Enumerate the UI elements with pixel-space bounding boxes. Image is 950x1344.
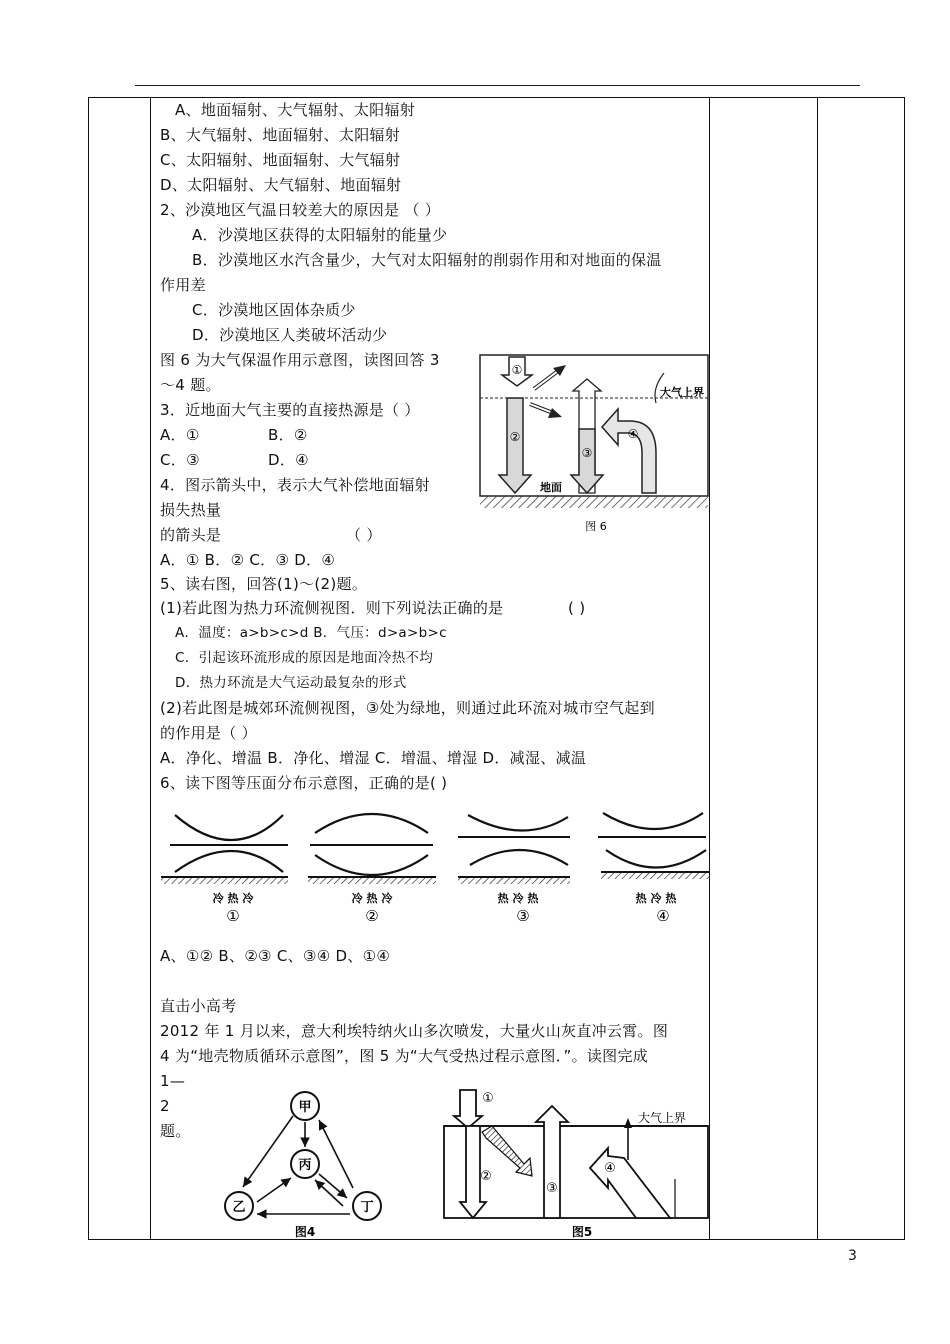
fig6-intro-cont: ～4 题。: [160, 376, 221, 394]
header-rule: [135, 85, 860, 86]
q4-answer-paren: （ ）: [346, 526, 382, 544]
fig5-top-boundary-label: 大气上界: [638, 1111, 687, 1125]
exam-intro-line5: 题。: [160, 1122, 191, 1140]
q5-part1-option-c: C．引起该环流形成的原因是地面冷热不均: [175, 650, 434, 666]
q6-isobar-diagram: [158, 805, 710, 930]
q4-options: A．① B．② C．③ D．④: [160, 551, 336, 569]
fig5-label-4: ④: [604, 1161, 616, 1176]
exam-title: 直击小高考: [160, 997, 237, 1015]
page-number: 3: [848, 1248, 857, 1264]
q4-stem-cont2: 的箭头是: [160, 526, 222, 544]
q6-panel-3: [458, 815, 570, 925]
q2-option-d: D．沙漠地区人类破坏活动少: [192, 326, 388, 344]
q6-panel-2: [308, 814, 436, 925]
q3-option-a: A．①: [160, 426, 200, 444]
q3-option-c: C．③: [160, 451, 200, 469]
q1-option-c: C、太阳辐射、地面辐射、大气辐射: [160, 151, 401, 169]
exam-intro-line1: 2012 年 1 月以来，意大利埃特纳火山多次喷发，大量火山灰直冲云霄。图: [160, 1022, 669, 1040]
fig4-rock-cycle-diagram: [215, 1090, 395, 1240]
exam-intro-line4: 2: [160, 1097, 170, 1115]
fig5-arrow-1: [454, 1090, 482, 1128]
q2-option-a: A．沙漠地区获得的太阳辐射的能量少: [192, 226, 448, 244]
q5-part2-stem: (2)若此图是城郊环流侧视图，③处为绿地，则通过此环流对城市空气起到: [160, 699, 655, 717]
fig4-caption: 图4: [294, 1225, 316, 1239]
fig6-arrow-3: [571, 429, 603, 493]
q5-part1-paren: ( ): [568, 599, 586, 617]
table-column-divider: [709, 97, 710, 1240]
q6-panel-1-label: 冷 热 冷: [212, 892, 254, 905]
exam-intro-line3: 1—: [160, 1072, 186, 1090]
q2-option-b: B．沙漠地区水汽含量少，大气对太阳辐射的削弱作用和对地面的保温: [192, 251, 662, 269]
q1-option-a: A、地面辐射、大气辐射、太阳辐射: [175, 101, 416, 119]
fig6-scatter-arrow: [548, 408, 562, 418]
fig6-label-4: ④: [627, 427, 639, 441]
q6-panel-1-number: ①: [226, 907, 240, 925]
q6-panel-2-number: ②: [365, 907, 379, 925]
fig5-label-2: ②: [480, 1169, 492, 1184]
fig5-arrow-4: [590, 1148, 670, 1218]
q3-option-d: D．④: [268, 451, 309, 469]
q6-panel-1: [161, 815, 288, 925]
fig6-label-1: ①: [511, 363, 523, 377]
fig5-label-1: ①: [482, 1091, 494, 1106]
table-column-divider: [150, 97, 151, 1240]
fig6-label-3: ③: [581, 446, 593, 460]
q5-part2-stem-cont: 的作用是（ ）: [160, 724, 257, 742]
q5-stem: 5、读右图，回答(1)～(2)题。: [160, 575, 368, 593]
fig5-caption: 图5: [571, 1225, 593, 1239]
fig4-label-yi: 乙: [232, 1200, 246, 1215]
fig5-label-3: ③: [546, 1181, 558, 1196]
fig5-arrow-3: [536, 1106, 568, 1218]
exam-intro-line2: 4 为“地壳物质循环示意图”，图 5 为“大气受热过程示意图．”。读图完成: [160, 1047, 649, 1065]
fig6-label-2: ②: [509, 430, 521, 444]
fig6-diagram: [478, 353, 710, 538]
q6-panel-4-number: ④: [656, 907, 670, 925]
fig6-intro: 图 6 为大气保温作用示意图，读图回答 3: [160, 351, 440, 369]
q6-panel-3-number: ③: [516, 907, 530, 925]
q3-stem: 3．近地面大气主要的直接热源是（ ）: [160, 401, 420, 419]
fig6-ground-hatch: [480, 496, 708, 508]
fig6-ground-label: 地面: [540, 481, 562, 494]
fig6-top-boundary-label: 大气上界: [660, 386, 704, 399]
fig4-label-jia: 甲: [298, 1100, 312, 1115]
q2-option-c: C．沙漠地区固体杂质少: [192, 301, 356, 319]
q3-option-b: B．②: [268, 426, 308, 444]
q5-part1-option-ab: A．温度：a>b>c>d B．气压：d>a>b>c: [175, 625, 447, 641]
q6-panel-3-label: 热 冷 热: [497, 892, 539, 905]
fig6-caption: 图 6: [585, 520, 607, 533]
q2-stem: 2、沙漠地区气温日较差大的原因是 （ ）: [160, 201, 441, 219]
fig6-arrow-2: [499, 398, 531, 493]
q4-stem-cont: 损失热量: [160, 501, 222, 519]
q1-option-d: D、太阳辐射、大气辐射、地面辐射: [160, 176, 402, 194]
q6-panel-4-label: 热 冷 热: [635, 892, 677, 905]
q6-panel-4: [598, 813, 710, 925]
q4-stem: 4．图示箭头中，表示大气补偿地面辐射: [160, 476, 430, 494]
fig4-label-ding: 丁: [360, 1200, 374, 1215]
q1-option-b: B、大气辐射、地面辐射、太阳辐射: [160, 126, 401, 144]
q5-part1-option-d: D．热力环流是大气运动最复杂的形式: [175, 675, 407, 691]
q6-stem: 6、读下图等压面分布示意图，正确的是( ): [160, 774, 448, 792]
q6-panel-2-label: 冷 热 冷: [351, 892, 393, 905]
fig6-arrow-4: [602, 409, 656, 493]
q5-part2-options: A．净化、增温 B．净化、增湿 C．增温、增湿 D．减湿、减温: [160, 749, 587, 767]
q6-options: A、①② B、②③ C、③④ D、①④: [160, 947, 391, 965]
table-column-divider: [817, 97, 818, 1240]
q5-part1-stem: (1)若此图为热力环流侧视图．则下列说法正确的是: [160, 599, 504, 617]
fig5-atmospheric-heating-diagram: [440, 1084, 710, 1240]
q2-option-b-cont: 作用差: [160, 276, 206, 294]
fig4-label-bing: 丙: [298, 1158, 312, 1173]
